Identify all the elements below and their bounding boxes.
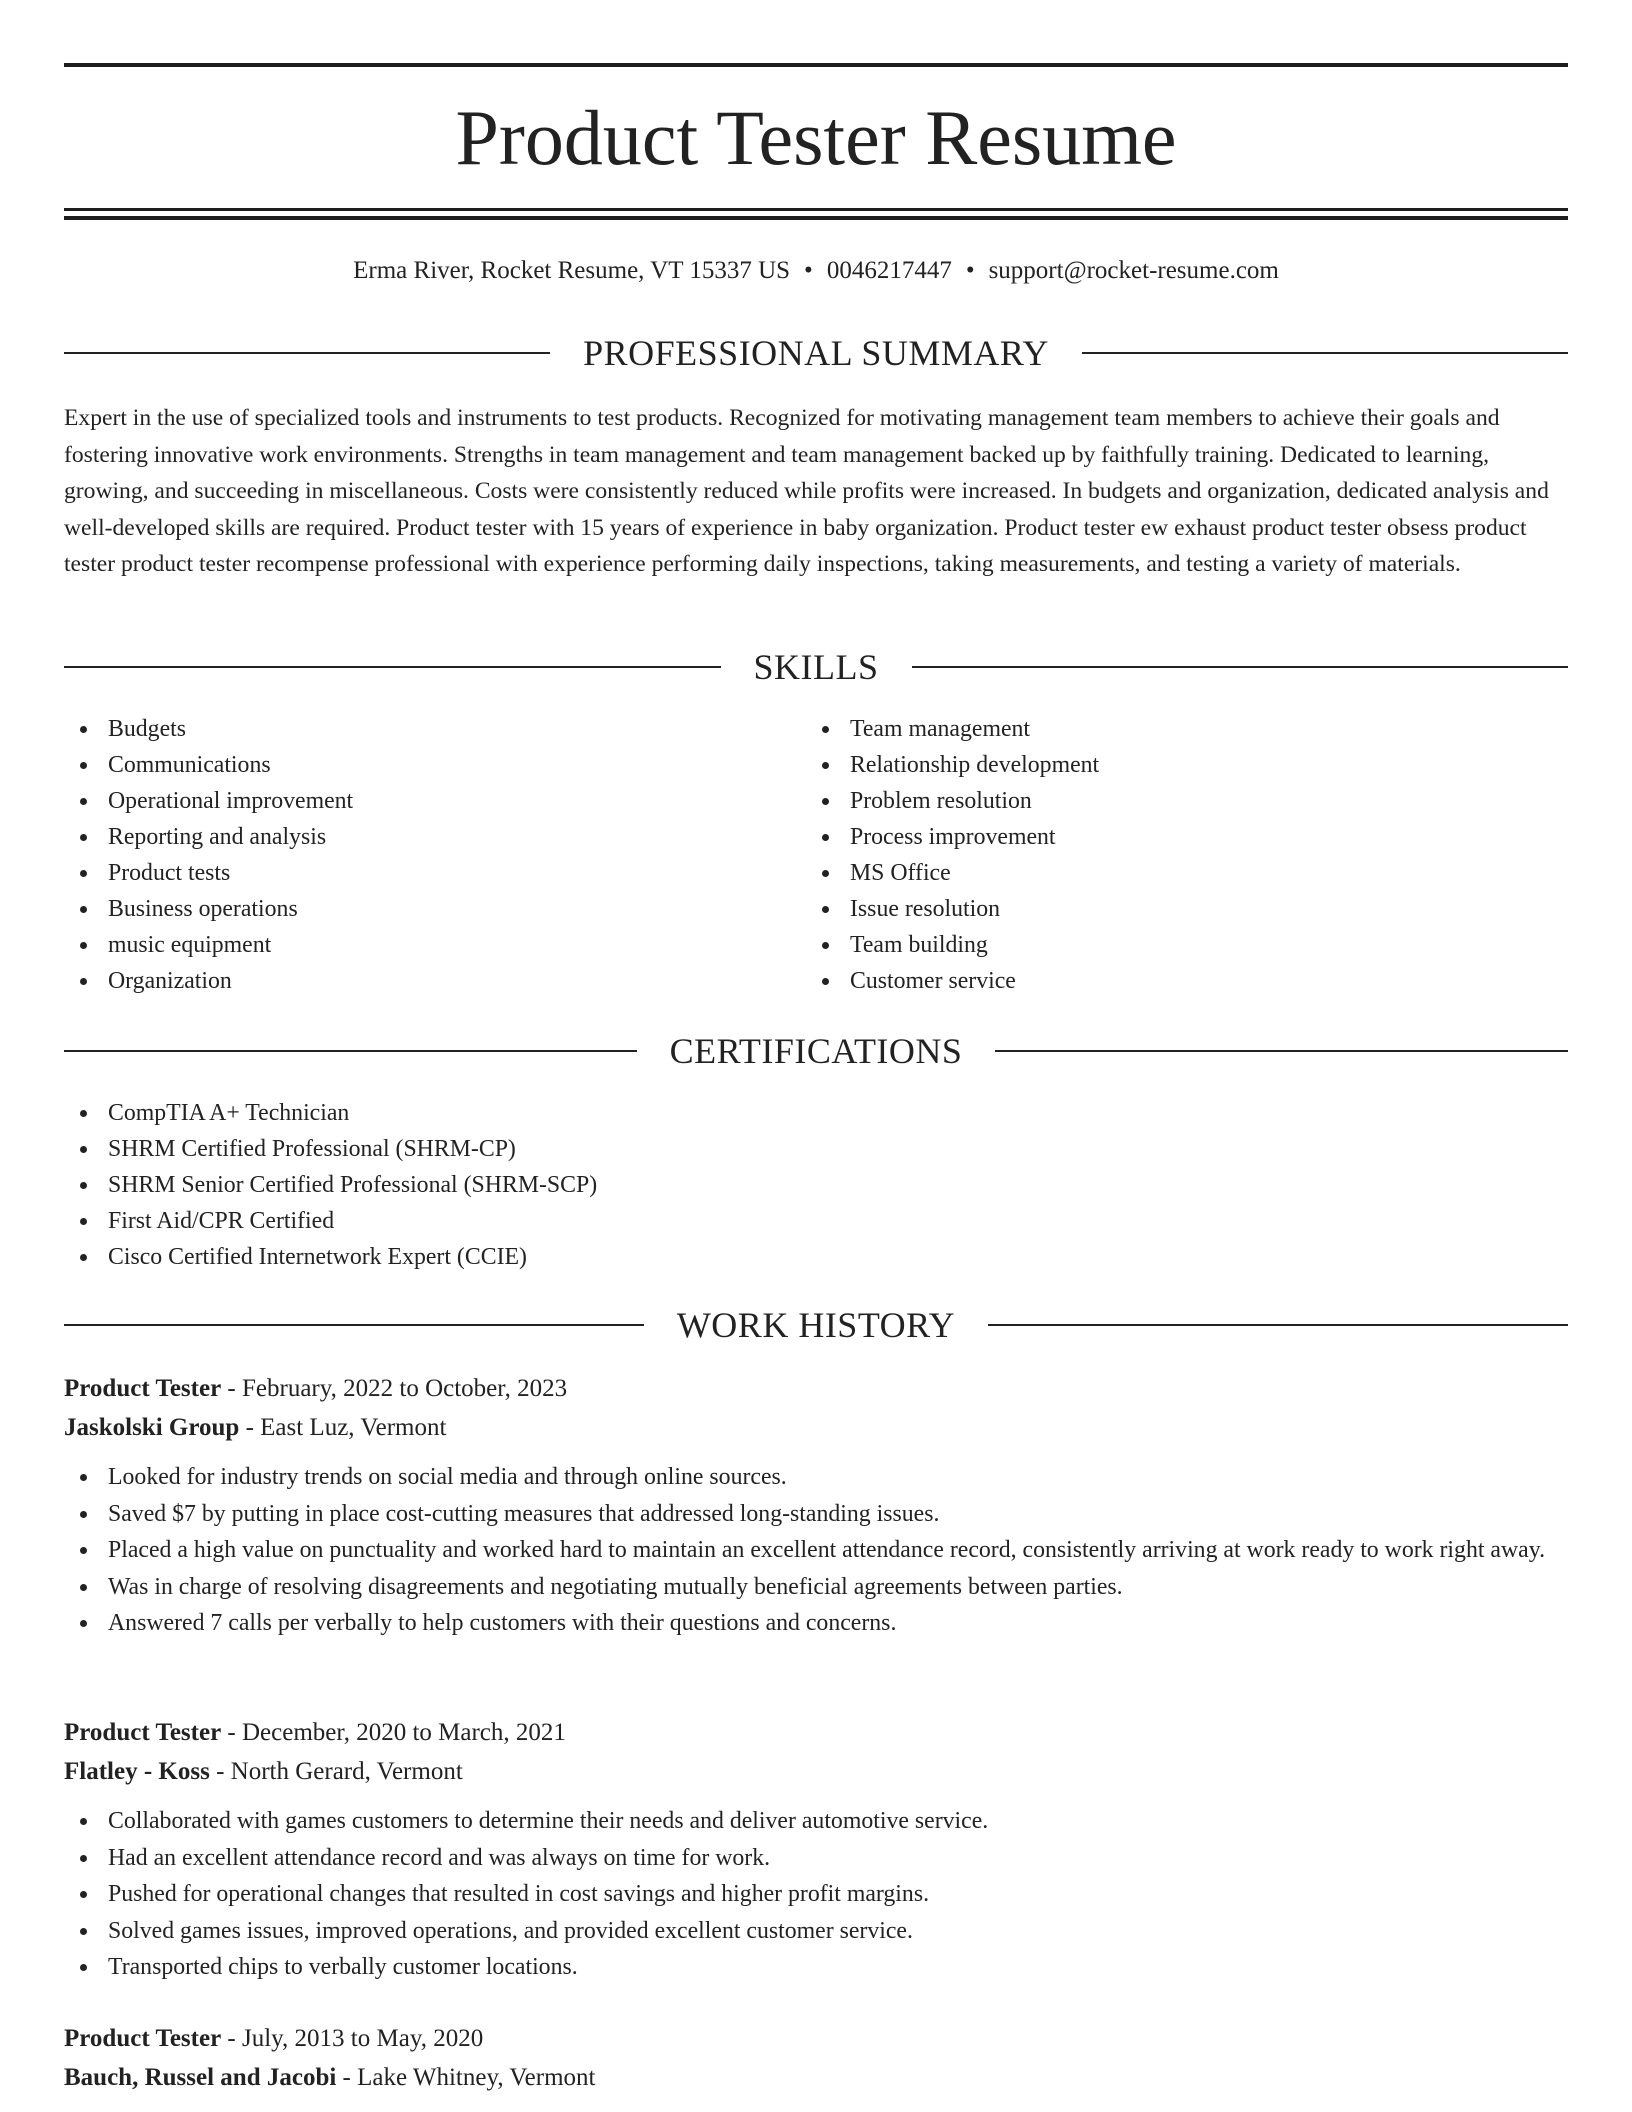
skill-item: Operational improvement bbox=[64, 783, 804, 819]
contact-separator: • bbox=[804, 257, 813, 284]
skill-item: Team building bbox=[806, 927, 1566, 963]
job-title-line bbox=[64, 2019, 1568, 2058]
certification-item: First Aid/CPR Certified bbox=[64, 1203, 1568, 1239]
job-duties-list bbox=[64, 1459, 1568, 1642]
job-title: Product Tester bbox=[64, 1375, 222, 1402]
job-company-line bbox=[64, 1752, 1568, 1791]
heading-rule bbox=[995, 1050, 1568, 1052]
job-company: Jaskolski Group bbox=[64, 1414, 240, 1441]
section-title: SKILLS bbox=[753, 647, 879, 687]
skill-item: Issue resolution bbox=[806, 891, 1566, 927]
header-bottom-rule-thick bbox=[64, 216, 1568, 220]
job-title: Product Tester bbox=[64, 1719, 222, 1746]
heading-rule bbox=[912, 666, 1569, 668]
job-title: Product Tester bbox=[64, 2025, 222, 2052]
skill-item: music equipment bbox=[64, 927, 804, 963]
header-bottom-rule-thin bbox=[64, 208, 1568, 211]
certifications-list bbox=[64, 1095, 1568, 1275]
job-dates: - July, 2013 to May, 2020 bbox=[221, 2025, 484, 2052]
job-company-line bbox=[64, 2058, 1568, 2097]
skill-item: Product tests bbox=[64, 855, 804, 891]
section-title: WORK HISTORY bbox=[676, 1305, 956, 1345]
job-company: Bauch, Russel and Jacobi bbox=[64, 2064, 337, 2091]
section-heading-certifications bbox=[64, 1031, 1568, 1071]
job-entry bbox=[64, 1369, 1568, 1642]
skill-item: Reporting and analysis bbox=[64, 819, 804, 855]
job-duties-list bbox=[64, 1803, 1568, 1986]
certification-item: SHRM Certified Professional (SHRM-CP) bbox=[64, 1131, 1568, 1167]
job-dates: - February, 2022 to October, 2023 bbox=[221, 1375, 568, 1402]
skill-item: Business operations bbox=[64, 891, 804, 927]
job-duty-item: Looked for industry trends on social media and through online sources. bbox=[64, 1459, 1568, 1496]
heading-rule bbox=[64, 666, 721, 668]
job-duty-item: Pushed for operational changes that resulted in cost savings and higher profit margins. bbox=[64, 1876, 1568, 1913]
job-title-line bbox=[64, 1713, 1568, 1752]
skill-item: Team management bbox=[806, 711, 1566, 747]
job-duty-item: Had an excellent attendance record and was always on time for work. bbox=[64, 1840, 1568, 1877]
contact-email: support@rocket-resume.com bbox=[988, 257, 1279, 284]
job-duty-item: Collaborated with games customers to determine their needs and deliver automotive service. bbox=[64, 1803, 1568, 1840]
job-duty-item: Saved $7 by putting in place cost-cutting measures that addressed long-standing issues. bbox=[64, 1496, 1568, 1533]
page-title: Product Tester Resume bbox=[455, 94, 1177, 181]
job-title-line bbox=[64, 1369, 1568, 1408]
skill-item: Organization bbox=[64, 963, 804, 999]
heading-rule bbox=[1082, 352, 1568, 354]
job-duty-item: Placed a high value on punctuality and worked hard to maintain an excellent attendance record, consistently arriving at work ready to work right away. bbox=[64, 1532, 1568, 1569]
section-heading-skills bbox=[64, 647, 1568, 687]
job-duty-item: Answered 7 calls per verbally to help customers with their questions and concerns. bbox=[64, 1605, 1568, 1642]
job-dates: - December, 2020 to March, 2021 bbox=[221, 1719, 566, 1746]
heading-rule bbox=[64, 1050, 637, 1052]
job-location: - North Gerard, Vermont bbox=[209, 1758, 463, 1785]
job-entry bbox=[64, 2019, 1568, 2097]
job-location: - Lake Whitney, Vermont bbox=[336, 2064, 596, 2091]
job-duty-item: Transported chips to verbally customer locations. bbox=[64, 1949, 1568, 1986]
skill-item: Communications bbox=[64, 747, 804, 783]
job-duty-item: Was in charge of resolving disagreements and negotiating mutually beneficial agreements between parties. bbox=[64, 1569, 1568, 1606]
header-top-rule bbox=[64, 63, 1568, 67]
skills-list-left bbox=[64, 711, 804, 999]
contact-separator: • bbox=[965, 257, 975, 284]
skills-list-right bbox=[806, 711, 1566, 999]
certification-item: SHRM Senior Certified Professional (SHRM-SCP) bbox=[64, 1167, 1568, 1203]
skill-item: Customer service bbox=[806, 963, 1566, 999]
section-title: CERTIFICATIONS bbox=[669, 1031, 963, 1071]
job-location: - East Luz, Vermont bbox=[239, 1414, 447, 1441]
skill-item: Problem resolution bbox=[806, 783, 1566, 819]
skill-item: Process improvement bbox=[806, 819, 1566, 855]
section-heading-work-history bbox=[64, 1305, 1568, 1345]
contact-address: Erma River, Rocket Resume, VT 15337 US bbox=[353, 257, 791, 284]
section-heading-summary bbox=[64, 333, 1568, 373]
job-duty-item: Solved games issues, improved operations, and provided excellent customer service. bbox=[64, 1913, 1568, 1950]
certification-item: CompTIA A+ Technician bbox=[64, 1095, 1568, 1131]
skill-item: Budgets bbox=[64, 711, 804, 747]
contact-phone: 0046217447 bbox=[826, 257, 952, 284]
skill-item: Relationship development bbox=[806, 747, 1566, 783]
job-company-line bbox=[64, 1408, 1568, 1447]
job-company: Flatley - Koss bbox=[64, 1758, 210, 1785]
certification-item: Cisco Certified Internetwork Expert (CCIE) bbox=[64, 1239, 1568, 1275]
contact-line bbox=[64, 254, 1568, 288]
heading-rule bbox=[64, 1324, 644, 1326]
job-entry bbox=[64, 1713, 1568, 1986]
skill-item: MS Office bbox=[806, 855, 1566, 891]
heading-rule bbox=[988, 1324, 1568, 1326]
section-title: PROFESSIONAL SUMMARY bbox=[583, 333, 1049, 373]
heading-rule bbox=[64, 352, 550, 354]
professional-summary-text: Expert in the use of specialized tools and instruments to test products. Recognized for motivating management team members to achieve their goals and fostering innovative work environments. Strengths in team management and team management backed up by faithfully training. Dedicated to learning, growing, and succeeding in miscellaneous. Costs were consistently reduced while profits were increased. In budgets and organization, dedicated analysis and well-developed skills are required. Product tester with 15 years of experience in baby organization. Product tester ew exhaust product tester obsess product tester product tester recompense professional with experience performing daily inspections, taking measurements, and testing a variety of materials. bbox=[64, 405, 1549, 577]
